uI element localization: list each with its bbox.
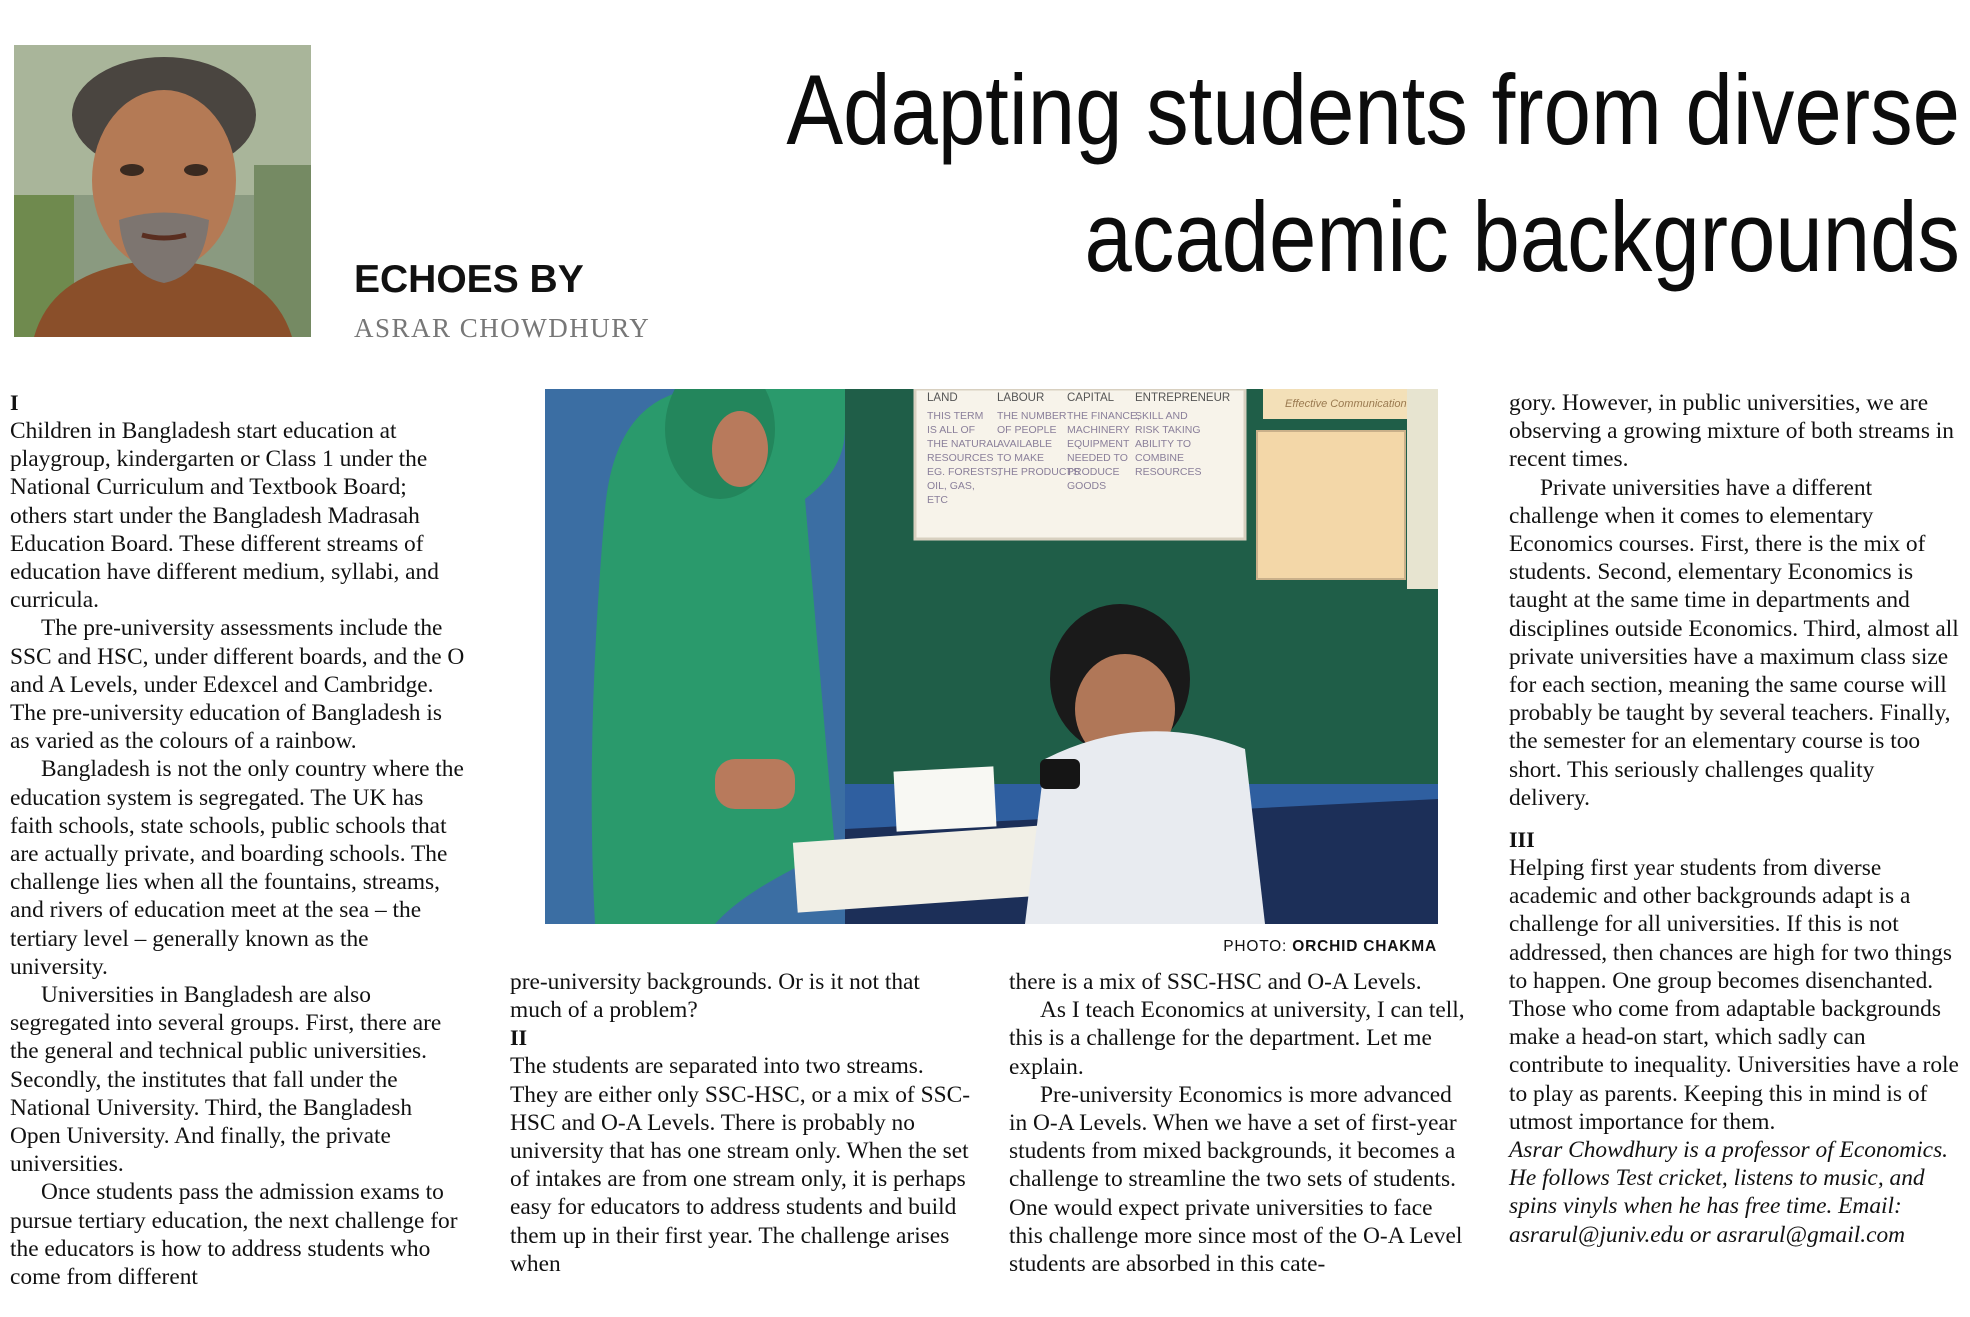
article-column-2 [510, 968, 977, 1278]
photo-credit-name: ORCHID CHAKMA [1292, 938, 1437, 955]
column-name: ECHOES BY [354, 258, 584, 301]
chart-cell: THE FINANCE, [1067, 410, 1140, 422]
chart-cell: GOODS [1067, 480, 1107, 492]
board-note: Effective Communication [1285, 398, 1407, 410]
chart-cell: OF PEOPLE [997, 424, 1057, 436]
article-column-3 [1009, 968, 1467, 1278]
chart-cell: PRODUCE [1067, 466, 1120, 478]
photo-credit [1197, 938, 1437, 956]
author-portrait [14, 45, 311, 337]
paragraph: Children in Bangladesh start education at playgroup, kindergarten or Class 1 under the National Curriculum and Textbook Board; others start under the Bangladesh Madrasah Education Board. These different streams of education have different medium, syllabi, and curricula. [10, 418, 439, 614]
section-heading: I [10, 390, 19, 415]
paragraph: The pre-university assessments include the SSC and HSC, under different boards, and the O and A Levels, under Edexcel and Cambridge. The pre-university education of Bangladesh is as varied as the colours of a rainbow. [10, 615, 465, 755]
chart-cell: EG. FORESTS, [927, 466, 1001, 478]
headline-line-2: academic backgrounds [1084, 181, 1960, 292]
paragraph: Once students pass the admission exams to pursue tertiary education, the next challenge for the educators is how to address students who come from different [10, 1179, 458, 1291]
paragraph: Universities in Bangladesh are also segregated into several groups. First, there are the general and technical public universities. Secondly, the institutes that fall under the National University. Third, the Bangladesh Open University. And finally, the private universities. [10, 982, 442, 1178]
article-column-1 [10, 389, 467, 1291]
photo-credit-prefix: PHOTO: [1223, 938, 1288, 955]
chart-header: LAND [927, 392, 958, 404]
chart-header: ENTREPRENEUR [1135, 392, 1231, 404]
chart-header: LABOUR [997, 392, 1045, 404]
chart-cell: THIS TERM [927, 410, 984, 422]
headline-line-1: Adapting students from diverse [786, 54, 1961, 165]
paragraph: Bangladesh is not the only country where the education system is segregated. The UK has faith schools, state schools, public schools that are actually private, and boarding schools. The challenge lies when all the fountains, streams, and rivers of education meet at the sea – the tertiary level – generally known as the university. [10, 756, 464, 980]
chart-cell: THE NUMBER [997, 410, 1067, 422]
author-portrait-illustration [14, 45, 311, 337]
author-byline: ASRAR CHOWDHURY [354, 313, 651, 343]
paragraph: there is a mix of SSC-HSC and O-A Levels. [1009, 969, 1422, 995]
chart-header: CAPITAL [1067, 392, 1115, 404]
paragraph: The students are separated into two streams. They are either only SSC-HSC, or a mix of SSC-HSC and O-A Levels. There is probably no university that has one stream only. When the set of intakes are from one stream only, it is perhaps easy for educators to address students and build them up in their first year. The challenge arises when [510, 1053, 970, 1277]
chart-cell: IS ALL OF [927, 424, 976, 436]
chart-cell: COMBINE [1135, 452, 1185, 464]
paragraph: pre-university backgrounds. Or is it not that much of a problem? [510, 969, 920, 1024]
chart-cell: RESOURCES [927, 452, 994, 464]
headline [756, 46, 1960, 300]
section-heading: II [510, 1025, 528, 1051]
chart-cell: EQUIPMENT [1067, 438, 1130, 450]
paragraph: As I teach Economics at university, I can tell, this is a challenge for the department. Let me explain. [1009, 997, 1465, 1080]
chart-cell: ABILITY TO [1135, 438, 1192, 450]
classroom-photo-illustration [545, 389, 1438, 924]
article-photo [545, 389, 1438, 924]
chart-cell: ETC [927, 494, 948, 506]
paragraph: Helping first year students from diverse academic and other backgrounds adapt is a challenge for all universities. If this is not addressed, then chances are high for two things to happen. One group becomes disenchanted. Those who come from adaptable backgrounds make a head-on start, which sadly can contribute to inequality. Universities have a role to play as parents. Keeping this in mind is of utmost importance for them. [1509, 855, 1959, 1135]
chart-cell: THE PRODUCTS [997, 466, 1080, 478]
author-bio: Asrar Chowdhury is a professor of Economics. He follows Test cricket, listens to music, and spins vinyls when he has free time. Email: asrarul@juniv.edu or asrarul@gmail.com [1509, 1137, 1949, 1248]
paragraph: Pre-university Economics is more advanced in O-A Levels. When we have a set of first-year students from mixed backgrounds, it becomes a challenge to streamline the two sets of students. One would expect private universities to face this challenge more since most of the O-A Level students are absorbed in this cate- [1009, 1081, 1463, 1278]
chart-cell: AVAILABLE [997, 438, 1053, 450]
chart-cell: OIL, GAS, [927, 480, 975, 492]
chart-cell: NEEDED TO [1067, 452, 1128, 464]
chart-cell: RESOURCES [1135, 466, 1202, 478]
chart-cell: RISK TAKING [1135, 424, 1201, 436]
paragraph: Private universities have a different challenge when it comes to elementary Economics courses. First, there is the mix of students. Second, elementary Economics is taught at the same time in departments and disciplines outside Economics. Third, almost all private universities have a maximum class size for each section, meaning the same course will probably be taught by several teachers. Finally, the semester for an elementary course is too short. This seriously challenges quality delivery. [1509, 474, 1959, 811]
chart-cell: SKILL AND [1135, 410, 1188, 422]
paragraph: gory. However, in public universities, we are observing a growing mixture of both streams in recent times. [1509, 390, 1954, 473]
article-column-4 [1509, 389, 1961, 1249]
chart-cell: MACHINERY [1067, 424, 1130, 436]
chart-cell: TO MAKE [997, 452, 1045, 464]
section-heading: III [1509, 827, 1535, 853]
chart-cell: THE NATURAL [927, 438, 1000, 450]
